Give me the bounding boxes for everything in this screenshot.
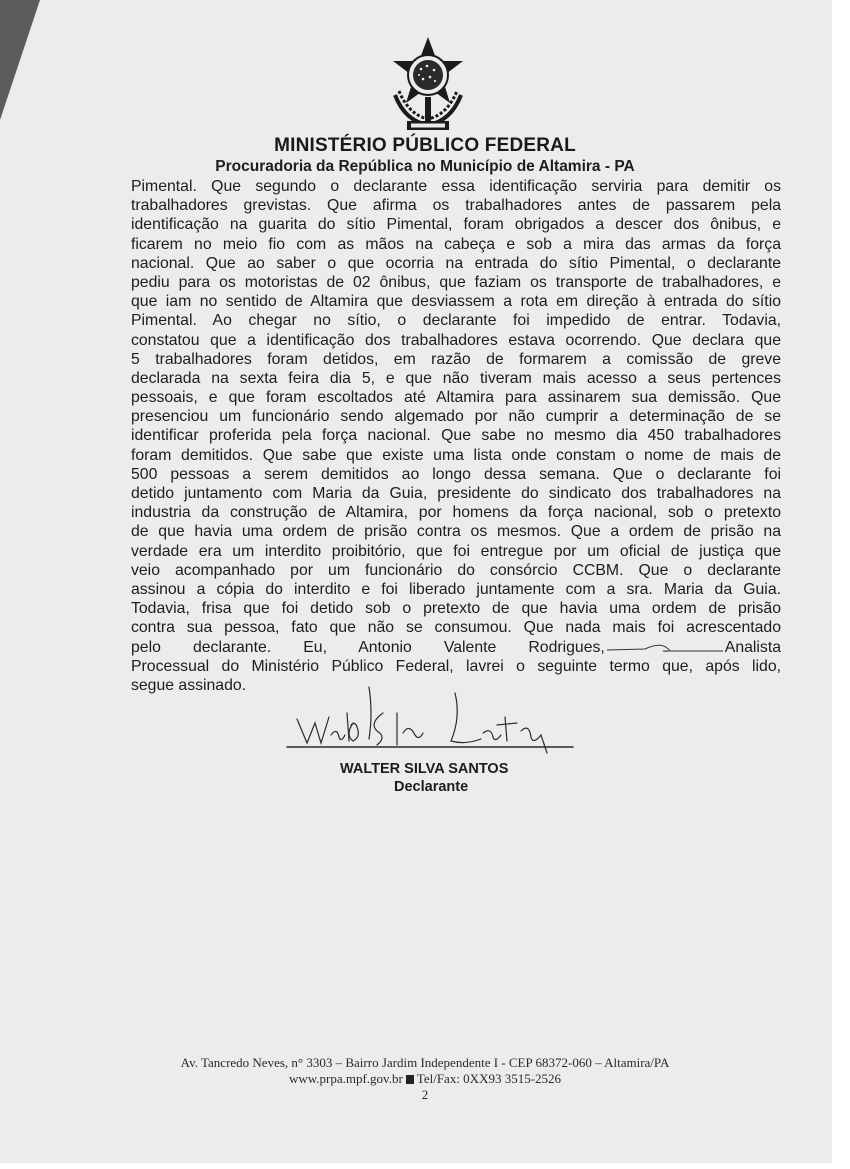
body-line: detido juntamento com Maria da Guia, presidente do sindicato dos trabalhadores na: [131, 485, 781, 502]
footer-phone: Tel/Fax: 0XX93 3515-2526: [416, 1071, 562, 1086]
body-line-with-initials: [131, 638, 781, 657]
body-line: Todavia, frisa que foi detido sob o pretexto de que havia uma ordem de prisão: [131, 600, 781, 618]
body-line: pessoais, e que foram escoltados até Altamira para assinarem sua demissão. Que: [131, 389, 781, 407]
body-line: que iam no sentido de Altamira que desviassem a rota em direção à entrada do sítio: [131, 293, 781, 311]
body-line: 5 trabalhadores foram detidos, em razão de formarem a comissão de greve: [131, 350, 781, 368]
declarant-signature: [285, 683, 580, 763]
declaration-body: [131, 177, 781, 695]
scan-margin-bottom: [0, 1163, 850, 1169]
body-line: Pimental. Que segundo o declarante essa identificação serviria para demitir os: [131, 178, 781, 195]
body-line: veio acompanhado por um funcionário do consórcio CCBM. Que o declarante: [131, 561, 781, 579]
body-line: verdade era um interdito proibitório, que foi entregue por um oficial de justiça que: [131, 542, 781, 560]
body-line: contra sua pessoa, fato que não se consumou. Que nada mais foi acrescentado: [131, 619, 781, 637]
page-number: 2: [421, 1087, 429, 1102]
body-line: ficarem no meio fio com as mãos na cabeça e sob a mira das armas da força: [131, 235, 781, 253]
body-line: Pimental. Ao chegar no sítio, o declarante foi impedido de entrar. Todavia,: [131, 312, 781, 330]
analyst-initials-signature: [605, 640, 725, 654]
footer-website: www.prpa.mpf.gov.br: [288, 1071, 403, 1086]
body-line: de que havia uma ordem de prisão contra os mesmos. Que a ordem de prisão na: [131, 523, 781, 541]
body-line: trabalhadores grevistas. Que afirma os trabalhadores antes de passarem pela: [131, 197, 781, 215]
page-subtitle: Procuradoria da República no Município de Altamira - PA: [215, 158, 635, 175]
body-line: industria da construção de Altamira, por homens da força nacional, sob o pretexto: [131, 504, 781, 522]
body-line: identificação na guarita do sítio Pimental, foram obrigados a descer dos ônibus, e: [131, 216, 781, 234]
declarant-role: Declarante: [394, 779, 469, 795]
body-line: foram demitidos. Que sabe que existe uma lista onde constam o nome de mais de: [131, 446, 781, 464]
body-line: Processual do Ministério Público Federal, lavrei o seguinte termo que, após lido,: [131, 657, 781, 675]
body-line: presenciou um funcionário sendo algemado por não cumprir a determinação de se: [131, 408, 781, 426]
body-line: nacional. Que ao saber o que ocorria na entrada do sítio Pimental, o declarante: [131, 254, 781, 272]
footer-contact: [0, 1071, 850, 1087]
brazil-coat-of-arms-icon: [385, 35, 471, 135]
body-line: segue assinado.: [131, 676, 247, 694]
body-line-text: Analista: [724, 638, 781, 656]
body-line: declarada na sexta feira dia 5, e que não tiveram mais acesso a seus pertences: [131, 369, 781, 387]
declarant-name: WALTER SILVA SANTOS: [340, 761, 509, 777]
phone-icon: [406, 1075, 414, 1084]
body-line: pediu para os motoristas de 02 ônibus, que faziam os transporte de trabalhadores, e: [131, 273, 781, 291]
body-line: identificar proferida pela força nacional. Que sabe no mesmo dia 450 trabalhadores: [131, 427, 781, 445]
body-line: assinou a cópia do interdito e foi liberado juntamente com a sra. Maria da Guia.: [131, 580, 781, 598]
footer-address: Av. Tancredo Neves, n° 3303 – Bairro Jardim Independente I - CEP 68372-060 – Altamira/PA: [180, 1055, 670, 1070]
body-line-text: pelo declarante. Eu, Antonio Valente Rodrigues,: [131, 638, 605, 656]
page-title: MINISTÉRIO PÚBLICO FEDERAL: [274, 135, 576, 156]
body-line: constatou que a identificação dos trabalhadores estava ocorrendo. Que declara que: [131, 331, 781, 349]
body-line: 500 pessoas a serem demitidos ao longo dessa semana. Que o declarante foi: [131, 465, 781, 483]
